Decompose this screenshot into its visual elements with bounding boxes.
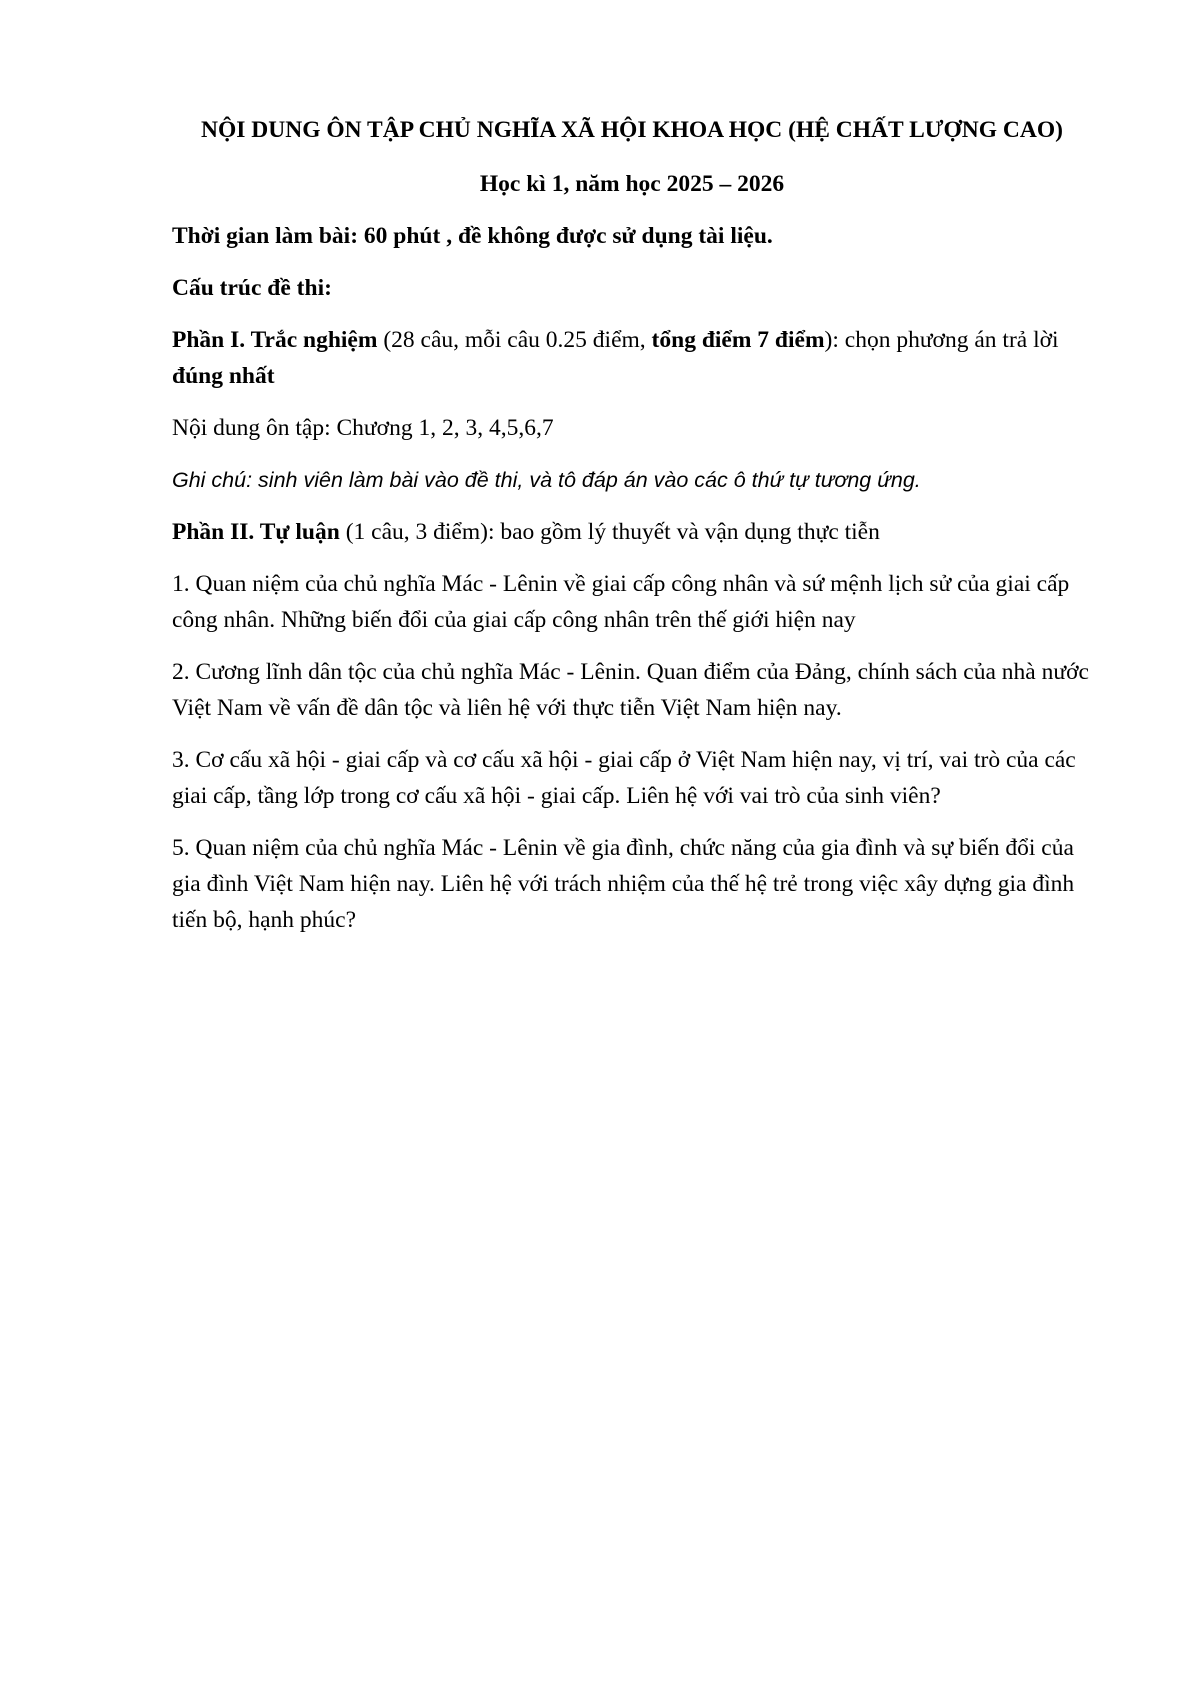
part1-detail-a: (28 câu, mỗi câu 0.25 điểm, [377, 327, 652, 353]
part1-total: tổng điểm 7 điểm [651, 327, 825, 353]
document-title: NỘI DUNG ÔN TẬP CHỦ NGHĨA XÃ HỘI KHOA HỌC (HỆ CHẤT LƯỢNG CAO) [201, 117, 1063, 143]
semester-line: Học kì 1, năm học 2025 – 2026 [479, 171, 785, 197]
review-content: Nội dung ôn tập: Chương 1, 2, 3, 4,5,6,7 [172, 415, 554, 441]
structure-heading: Cấu trúc đề thi: [172, 275, 332, 301]
part1-detail-b: ): chọn phương án trả lời [824, 327, 1059, 353]
part2-label: Phần II. Tự luận [172, 519, 340, 545]
exam-time: Thời gian làm bài: 60 phút , đề không được sử dụng tài liệu. [172, 223, 773, 249]
part1-label: Phần I. Trắc nghiệm [172, 327, 378, 353]
question-item: 5. Quan niệm của chủ nghĩa Mác - Lênin về gia đình, chức năng của gia đình và sự biến đổi của gia đình Việt Nam hiện nay. Liên hệ với trách nhiệm của thế hệ trẻ trong việc xây dựng gia đình tiến bộ, hạnh phúc? [172, 835, 1075, 933]
note: Ghi chú: sinh viên làm bài vào đề thi, và tô đáp án vào các ô thứ tự tương ứng. [172, 468, 921, 492]
question-item: 2. Cương lĩnh dân tộc của chủ nghĩa Mác - Lênin. Quan điểm của Đảng, chính sách của nhà nước Việt Nam về vấn đề dân tộc và liên hệ với thực tiễn Việt Nam hiện nay. [172, 659, 1089, 721]
part2-detail: (1 câu, 3 điểm): bao gồm lý thuyết và vận dụng thực tiễn [339, 519, 880, 545]
part2-paragraph [172, 514, 1092, 550]
document-page [172, 112, 1092, 954]
question-item: 1. Quan niệm của chủ nghĩa Mác - Lênin về giai cấp công nhân và sứ mệnh lịch sử của giai cấp công nhân. Những biến đổi của giai cấp công nhân trên thế giới hiện nay [172, 571, 1070, 633]
part1-emphasis: đúng nhất [172, 363, 275, 389]
question-item: 3. Cơ cấu xã hội - giai cấp và cơ cấu xã hội - giai cấp ở Việt Nam hiện nay, vị trí, vai trò của các giai cấp, tầng lớp trong cơ cấu xã hội - giai cấp. Liên hệ với vai trò của sinh viên? [172, 747, 1076, 809]
part1-paragraph [172, 322, 1092, 394]
